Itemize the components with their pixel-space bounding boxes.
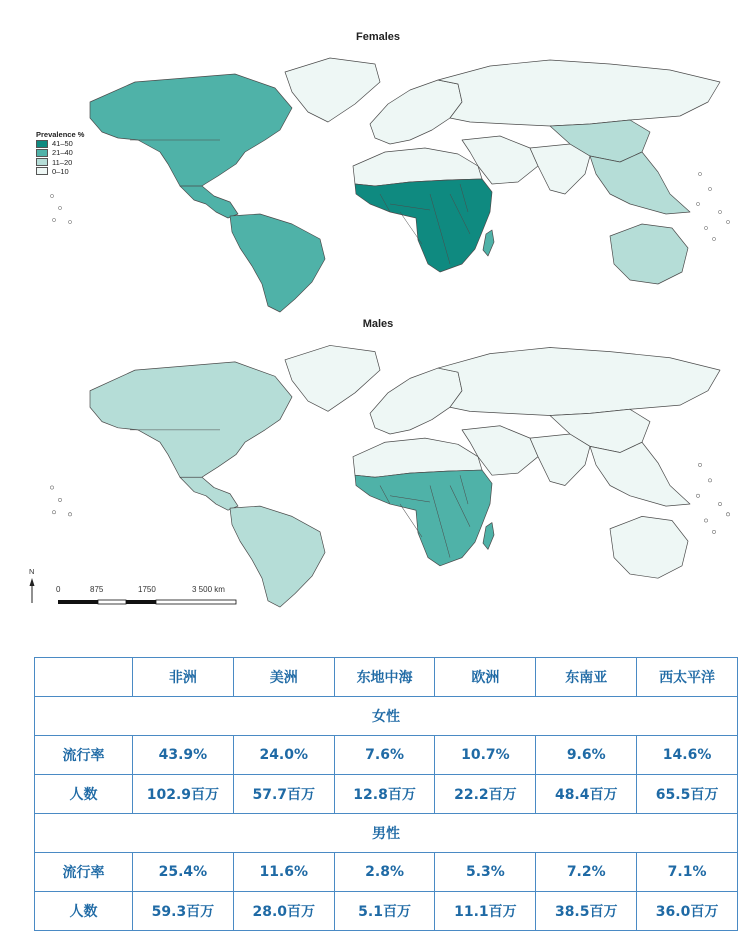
region-russia	[438, 60, 720, 126]
table-row	[35, 775, 738, 814]
table-header-row	[35, 658, 738, 697]
table-cell: 22.2百万	[435, 775, 536, 814]
scale-label: 1750	[138, 585, 156, 594]
region-madagascar	[483, 523, 494, 550]
legend-swatch-21-40	[36, 149, 48, 157]
legend-label: 0–10	[52, 166, 69, 176]
table-cell: 57.7百万	[233, 775, 334, 814]
region-greenland	[285, 58, 380, 122]
row-label: 人数	[35, 892, 133, 931]
legend-label: 21–40	[52, 148, 73, 158]
table-header-cell: 非洲	[133, 658, 234, 697]
legend-label: 11–20	[52, 157, 73, 167]
table-cell: 10.7%	[435, 736, 536, 775]
north-arrow-label: N	[29, 567, 35, 576]
table-header-cell: 西太平洋	[637, 658, 738, 697]
table-header-cell: 欧洲	[435, 658, 536, 697]
prevalence-table	[34, 657, 738, 931]
table-cell: 11.1百万	[435, 892, 536, 931]
row-label: 人数	[35, 775, 133, 814]
scale-label: 875	[90, 585, 104, 594]
region-southeast-asia	[590, 442, 690, 506]
island-marker	[58, 206, 61, 209]
island-marker	[726, 220, 729, 223]
males-map-title: Males	[362, 318, 394, 330]
table-cell: 28.0百万	[233, 892, 334, 931]
island-marker	[50, 194, 53, 197]
island-marker	[708, 187, 711, 190]
section-title-female: 女性	[35, 697, 738, 736]
scale-label: 3 500 km	[192, 585, 225, 594]
region-australia	[610, 224, 688, 284]
males-world-map	[30, 331, 730, 610]
table-cell: 48.4百万	[536, 775, 637, 814]
region-southeast-asia	[590, 152, 690, 214]
legend-item	[36, 139, 84, 148]
table-cell: 25.4%	[133, 853, 234, 892]
island-marker	[704, 519, 707, 522]
table-cell: 7.2%	[536, 853, 637, 892]
island-marker	[696, 202, 699, 205]
island-marker	[698, 463, 701, 466]
legend-title: Prevalence %	[36, 130, 85, 139]
table-cell: 36.0百万	[637, 892, 738, 931]
table-cell: 102.9百万	[133, 775, 234, 814]
island-marker	[704, 226, 707, 229]
region-europe	[370, 80, 462, 144]
table-header-cell: 东南亚	[536, 658, 637, 697]
island-marker	[68, 513, 71, 516]
table-cell: 5.3%	[435, 853, 536, 892]
legend-swatch-41-50	[36, 140, 48, 148]
legend-item	[36, 167, 84, 176]
row-label: 流行率	[35, 853, 133, 892]
table-cell: 24.0%	[233, 736, 334, 775]
females-world-map	[30, 44, 730, 314]
region-australia	[610, 516, 688, 578]
island-marker	[712, 237, 715, 240]
island-marker	[52, 511, 55, 514]
table-cell: 43.9%	[133, 736, 234, 775]
table-header-cell: 美洲	[233, 658, 334, 697]
scale-bar	[26, 567, 256, 610]
region-south-asia	[530, 144, 590, 194]
table-cell: 9.6%	[536, 736, 637, 775]
island-marker	[52, 218, 55, 221]
table-cell: 59.3百万	[133, 892, 234, 931]
region-central-america	[180, 186, 238, 218]
table-cell: 14.6%	[637, 736, 738, 775]
legend-item	[36, 148, 84, 157]
table-cell: 7.6%	[334, 736, 435, 775]
region-south-america	[230, 214, 325, 312]
table-cell: 65.5百万	[637, 775, 738, 814]
table-header-cell: 东地中海	[334, 658, 435, 697]
legend-swatch-11-20	[36, 158, 48, 166]
island-marker	[50, 486, 53, 489]
table-section-row	[35, 814, 738, 853]
region-central-america	[180, 477, 238, 510]
region-africa-subsaharan	[355, 179, 492, 272]
island-marker	[696, 494, 699, 497]
table-cell: 5.1百万	[334, 892, 435, 931]
island-marker	[58, 498, 61, 501]
table-row	[35, 892, 738, 931]
table-row	[35, 853, 738, 892]
table-section-row	[35, 697, 738, 736]
island-marker	[718, 502, 721, 505]
scale-label: 0	[56, 585, 61, 594]
island-marker	[708, 479, 711, 482]
region-europe	[370, 368, 462, 434]
table-cell: 7.1%	[637, 853, 738, 892]
table-cell: 38.5百万	[536, 892, 637, 931]
region-greenland	[285, 345, 380, 411]
prevalence-legend	[36, 130, 84, 176]
region-north-america	[90, 74, 292, 194]
table-cell: 11.6%	[233, 853, 334, 892]
region-south-asia	[530, 434, 590, 486]
island-marker	[712, 530, 715, 533]
table-row	[35, 736, 738, 775]
legend-swatch-0-10	[36, 167, 48, 175]
legend-label: 41–50	[52, 139, 73, 149]
island-marker	[726, 513, 729, 516]
table-header-cell	[35, 658, 133, 697]
island-marker	[718, 210, 721, 213]
region-north-america	[90, 362, 292, 486]
females-map-title: Females	[355, 31, 401, 43]
region-africa-subsaharan	[355, 470, 492, 566]
island-marker	[68, 220, 71, 223]
region-madagascar	[483, 230, 494, 256]
island-marker	[698, 172, 701, 175]
row-label: 流行率	[35, 736, 133, 775]
section-title-male: 男性	[35, 814, 738, 853]
table-cell: 2.8%	[334, 853, 435, 892]
table-cell: 12.8百万	[334, 775, 435, 814]
legend-item	[36, 158, 84, 167]
region-russia	[438, 347, 720, 415]
